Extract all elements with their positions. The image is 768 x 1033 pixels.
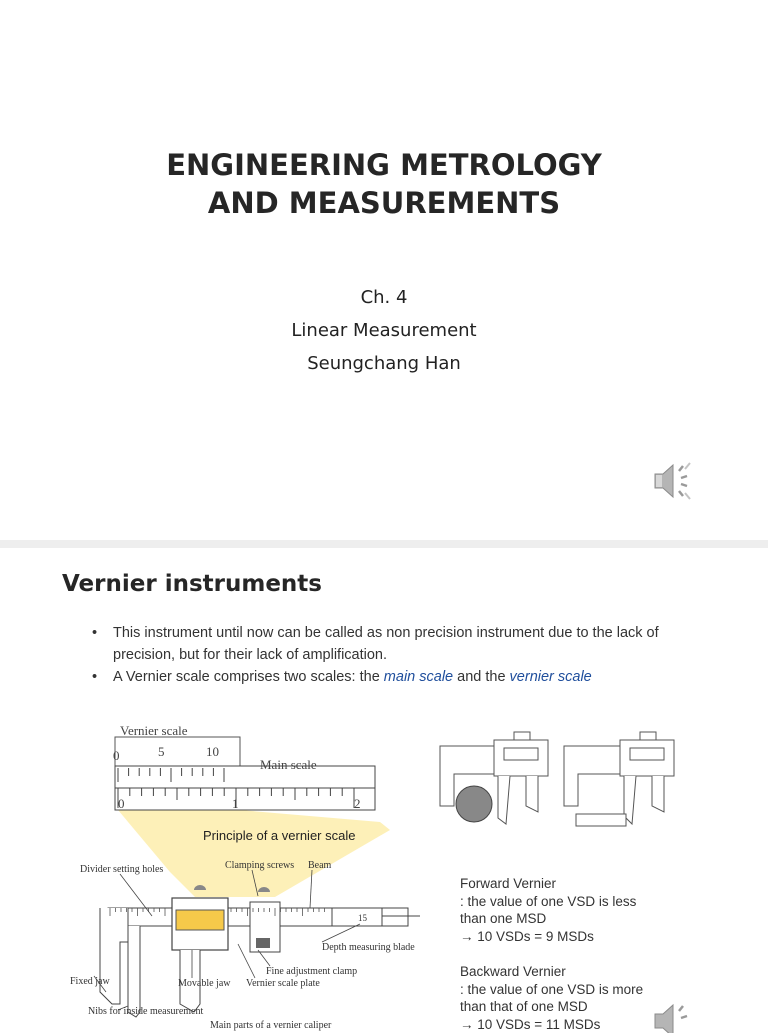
backward-vernier-line: than that of one MSD — [460, 998, 690, 1016]
forward-vernier-line: : the value of one VSD is less — [460, 893, 690, 911]
topic-label: Linear Measurement — [0, 320, 768, 341]
main-tick-label: 1 — [232, 796, 239, 811]
slide-title — [0, 146, 768, 222]
slide-separator — [0, 540, 768, 548]
speaker-icon[interactable] — [652, 460, 698, 507]
forward-vernier-title: Forward Vernier — [460, 875, 690, 893]
nibs-label: Nibs for inside measurement — [88, 1006, 203, 1017]
backward-vernier-title: Backward Vernier — [460, 963, 690, 981]
vernier-tick-label: 0 — [113, 748, 120, 763]
vernier-tick-label: 5 — [158, 744, 165, 759]
vernier-scale-term: vernier scale — [510, 669, 592, 685]
backward-vernier-line: → 10 VSDs = 11 MSDs — [460, 1016, 690, 1033]
bullet-item — [92, 666, 692, 688]
vernier-scale-label: Vernier scale — [120, 723, 188, 738]
clamping-screws-label: Clamping screws — [225, 860, 294, 871]
bullet-text: and the — [453, 669, 509, 685]
diagram-caption: Principle of a vernier scale — [203, 828, 355, 843]
vernier-tick-label: 10 — [206, 744, 219, 759]
divider-holes-label: Divider setting holes — [80, 864, 163, 875]
bullet-list — [92, 622, 692, 688]
bullet-item: • This instrument until now can be called as non precision instrument due to the lack of precision, but for their lack of amplification. — [92, 622, 692, 666]
slide-heading: Vernier instruments — [62, 571, 322, 597]
vernier-plate-label: Vernier scale plate — [246, 978, 320, 989]
diagram-bottom-label: Main parts of a vernier caliper — [210, 1020, 332, 1031]
title-line-2: AND MEASUREMENTS — [0, 184, 768, 222]
title-line-1: ENGINEERING METROLOGY — [0, 146, 768, 184]
forward-vernier-line: than one MSD — [460, 910, 690, 928]
forward-vernier-line: → 10 VSDs = 9 MSDs — [460, 928, 690, 946]
main-scale-label: Main scale — [260, 757, 317, 772]
depth-blade-label: Depth measuring blade — [322, 942, 415, 953]
bullet-text: A Vernier scale comprises two scales: the — [113, 669, 384, 685]
main-tick-label: 2 — [354, 796, 361, 811]
fine-clamp-label: Fine adjustment clamp — [266, 966, 357, 977]
forward-vernier-block — [460, 875, 690, 945]
beam-label: Beam — [308, 860, 332, 871]
beam-scale-number: 15 — [358, 913, 368, 923]
fixed-jaw-label: Fixed jaw — [70, 976, 110, 987]
main-scale-term: main scale — [384, 669, 453, 685]
vernier-type-illustrations — [434, 726, 684, 836]
vernier-caliper-diagram — [60, 712, 420, 1024]
main-tick-label: 0 — [118, 796, 125, 811]
speaker-icon[interactable] — [652, 1000, 698, 1029]
author-label: Seungchang Han — [0, 353, 768, 374]
chapter-label: Ch. 4 — [0, 287, 768, 308]
movable-jaw-label: Movable jaw — [178, 978, 231, 989]
backward-vernier-line: : the value of one VSD is more — [460, 981, 690, 999]
